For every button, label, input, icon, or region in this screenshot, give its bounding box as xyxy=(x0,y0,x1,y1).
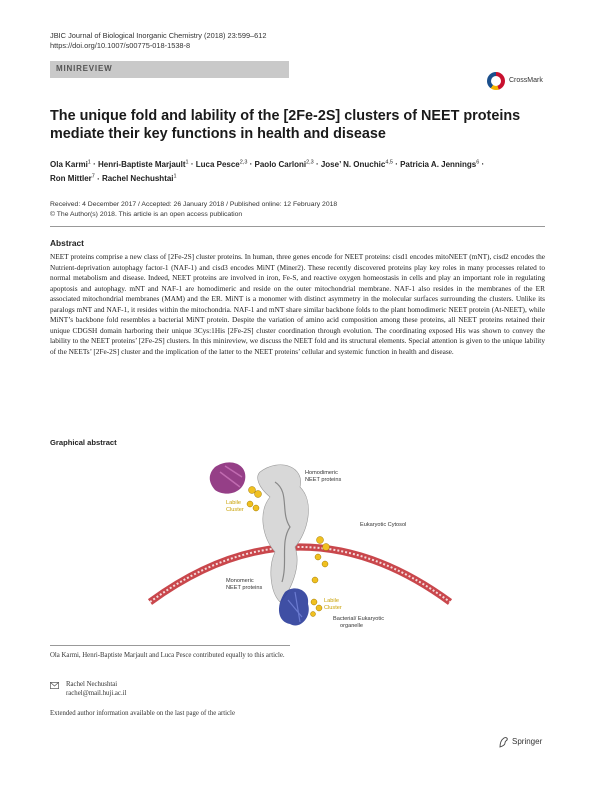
title-line-1: The unique fold and lability of the [2Fe-2S] clusters of NEET proteins xyxy=(50,108,521,124)
purple-protein xyxy=(210,462,246,493)
extended-info-note: Extended author information available on the last page of the article xyxy=(50,710,235,717)
dates-line: Received: 4 December 2017 / Accepted: 26 January 2018 / Published online: 12 February 2018 xyxy=(50,201,338,208)
author[interactable]: Rachel Nechushtai$^1$ xyxy=(101,173,177,184)
author[interactable]: Jose’ N. Onuchic$^{4,5}$ xyxy=(320,159,393,169)
section-band xyxy=(50,61,289,78)
crossmark-label: CrossMark xyxy=(509,77,543,84)
springer-horse-icon xyxy=(498,736,509,748)
journal-citation: JBIC Journal of Biological Inorganic Chemistry (2018) 23:599–612 xyxy=(50,31,267,40)
author[interactable]: Patricia A. Jennings$^6$ xyxy=(400,159,480,169)
abstract-text: NEET proteins comprise a new class of [2Fe-2S] cluster proteins. In human, three genes encode for NEET proteins: cisd1 encodes mitoNEET (mNT), cisd2 encodes the Nutrient-deprivation autophagy factor-1 (NAF-1) and cisd3 encodes MiNT (Miner2). These recently discovered proteins play key roles in many processes related to normal metabolism and disease. Indeed, NEET proteins are involved in iron, Fe-S, and reactive oxygen homeostasis in cells and play an important role in regulating apoptosis and autophagy. mNT and NAF-1 are homodimeric and reside on the outer mitochondrial membrane. NAF-1 also resides in the membranes of the ER associated mitochondrial membranes (MAM) and the ER. MiNT is a monomer with distinct asymmetry in the molecular surfaces surrounding the clusters. Unlike its paralogs mNT and NAF-1, it resides within the mitochondria. NAF-1 and mNT share similar backbone folds to the plant homodimeric NEET protein (At-NEET), while MiNT’s backbone fold resembles a bacterial MiNT protein. Despite the variation of amino acid composition among these proteins, all NEET proteins retained their unique CDGSH domain harboring their unique 3Cys:1His [2Fe-2S] cluster coordination through evolution. The coordinating exposed His was shown to convey the lability to the NEET proteins’ [2Fe-2S] clusters. In this minireview, we discuss the NEET fold and its structural elements. Special attention is given to the unique lability of the NEETs’ [2Fe-2S] cluster and the implication of the latter to the NEET proteins’ cellular and systemic function in health and disease. xyxy=(50,252,545,356)
envelope-icon xyxy=(50,682,59,689)
title-line-2: mediate their key functions in health and disease xyxy=(50,126,386,142)
label-labile-b2: Cluster xyxy=(324,605,342,611)
label-monomeric-2: NEET proteins xyxy=(226,585,263,591)
corresponding-name: Rachel Nechushtai xyxy=(66,681,118,688)
label-labile-1: Labile xyxy=(226,500,241,506)
equal-contribution-note: Ola Karmi, Henri-Baptiste Marjault and Luca Pesce contributed equally to this article. xyxy=(50,652,285,659)
label-cytosol: Eukaryotic Cytosol xyxy=(360,522,407,528)
label-organelle-2: organelle xyxy=(340,623,364,629)
footnote-divider xyxy=(50,645,290,646)
crossmark-badge[interactable] xyxy=(487,72,557,94)
abstract-heading: Abstract xyxy=(50,238,84,248)
label-organelle-1: Bacterial/ Eukaryotic xyxy=(333,616,384,622)
article-title xyxy=(50,107,540,143)
label-labile-2: Cluster xyxy=(226,507,244,513)
author[interactable]: Luca Pesce$^{2,3}$ xyxy=(195,159,248,169)
graphical-abstract-heading: Graphical abstract xyxy=(50,438,117,447)
label-homodimeric-2: NEET proteins xyxy=(305,477,342,483)
author[interactable]: Ola Karmi$^1$ xyxy=(50,159,91,169)
springer-logo xyxy=(498,736,558,750)
author[interactable]: Paolo Carloni$^{2,3}$ xyxy=(254,159,314,169)
author-list: Ola Karmi$^1$ · Henri-Baptiste Marjault$^1$ · Luca Pesce$^{2,3}$ · Paolo Carloni$^{2,3}$ · Jose’ N. Onuchic$^{4,5}$ · Patricia A. Jennings$^6$ · Ron Mittler$^7$ · Rachel Nechushtai$^1$ xyxy=(50,159,485,184)
journal-header xyxy=(50,31,267,51)
publication-dates xyxy=(50,200,337,219)
author[interactable]: Henri-Baptiste Marjault$^1$ xyxy=(97,159,189,169)
label-homodimeric-1: Homodimeric xyxy=(305,470,338,476)
label-monomeric-1: Monomeric xyxy=(226,578,254,584)
crossmark-icon xyxy=(487,72,505,90)
publisher-name: Springer xyxy=(512,737,543,746)
author[interactable]: Ron Mittler$^7$ xyxy=(50,173,95,184)
label-labile-b1: Labile xyxy=(324,598,339,604)
corresponding-email[interactable]: rachel@mail.huji.ac.il xyxy=(66,690,127,698)
copyright-line: © The Author(s) 2018. This article is an open access publication xyxy=(50,210,243,218)
corresponding-author xyxy=(66,680,126,698)
divider xyxy=(50,226,545,227)
doi-link[interactable]: https://doi.org/10.1007/s00775-018-1538-8 xyxy=(50,41,191,50)
graphical-abstract-figure xyxy=(130,452,465,632)
homodimeric-protein xyxy=(258,465,309,602)
cluster-dots-bottom xyxy=(311,599,323,617)
section-label: MINIREVIEW xyxy=(56,64,113,73)
